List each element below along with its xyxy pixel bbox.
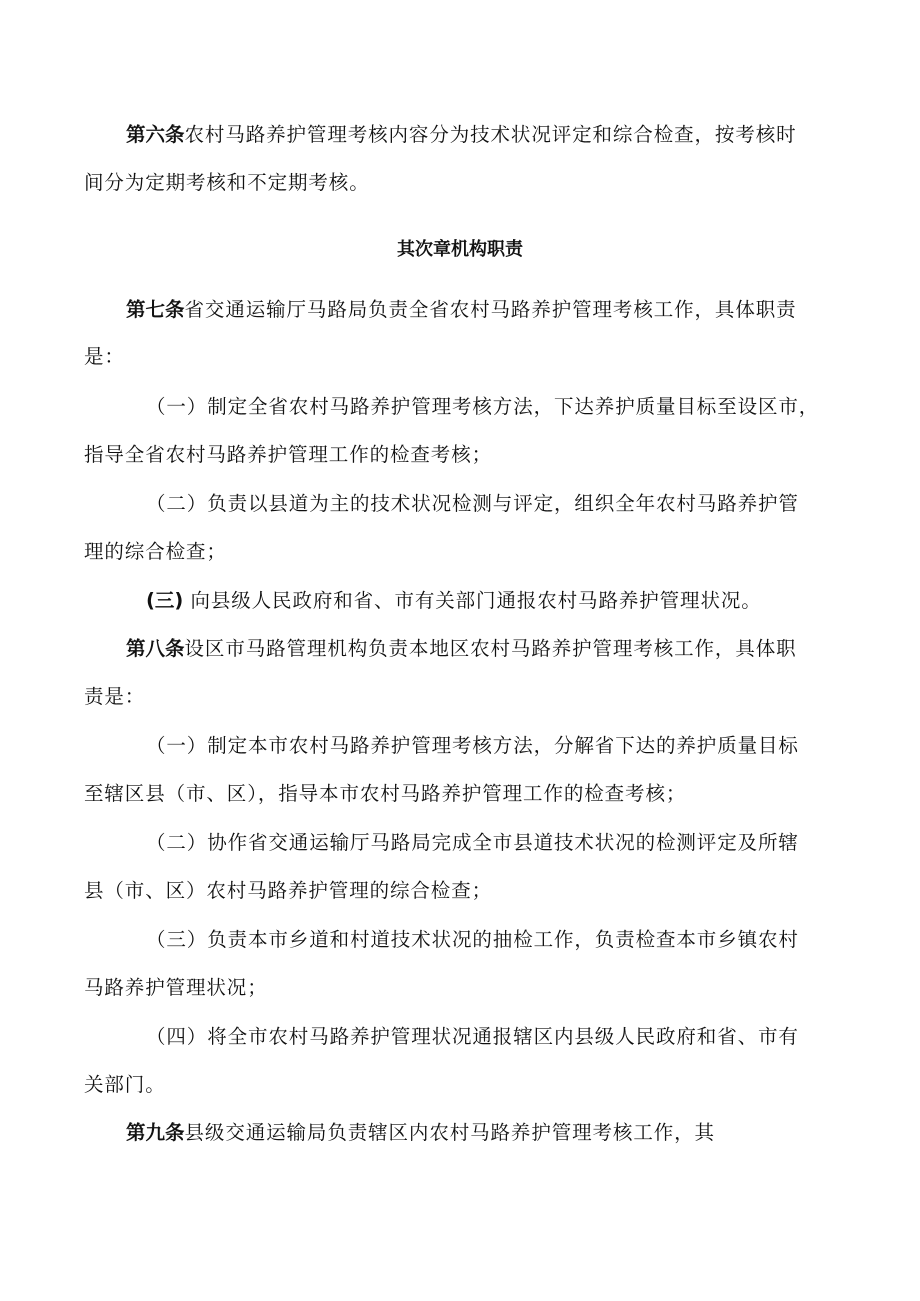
article-8-item-2-line-2: 县（市、区）农村马路养护管理的综合检查；: [84, 879, 493, 902]
article-6-line-2: 间分为定期考核和不定期考核。: [84, 171, 370, 194]
article-6-label: 第六条: [126, 123, 185, 146]
article-7-item-3-text: 向县级人民政府和省、市有关部门通报农村马路养护管理状况。: [190, 589, 762, 612]
article-7-item-1-line-1: （一）制定全省农村马路养护管理考核方法，下达养护质量目标至设区市，: [146, 395, 820, 418]
article-7-line-2: 是：: [84, 345, 125, 368]
article-8-item-4-line-1: （四）将全市农村马路养护管理状况通报辖区内县级人民政府和省、市有: [146, 1025, 799, 1048]
article-9-text-1: 县级交通运输局负责辖区内农村马路养护管理考核工作，其: [184, 1121, 715, 1144]
article-8-text-1: 设区市马路管理机构负责本地区农村马路养护管理考核工作，具体职: [184, 637, 797, 660]
article-7-text-1: 省交通运输厅马路局负责全省农村马路养护管理考核工作，具体职责: [184, 298, 797, 321]
article-9-label: 第九条: [126, 1121, 185, 1144]
article-8-item-3-line-2: 马路养护管理状况；: [84, 976, 268, 999]
article-7-item-2-line-2: 理的综合检查；: [84, 540, 227, 563]
article-8-label: 第八条: [126, 637, 185, 660]
article-7-item-3-enum: (三): [146, 589, 184, 612]
article-8-item-3-line-1: （三）负责本市乡道和村道技术状况的抽检工作，负责检查本市乡镇农村: [146, 928, 799, 951]
article-8-item-1-line-2: 至辖区县（市、区），指导本市农村马路养护管理工作的检查考核；: [84, 782, 687, 805]
article-8-item-1-line-1: （一）制定本市农村马路养护管理考核方法，分解省下达的养护质量目标: [146, 734, 799, 757]
article-7-item-3: [146, 588, 762, 614]
article-9-line-1: [126, 1120, 715, 1146]
article-6-line-1: [126, 122, 797, 148]
article-8-item-4-line-2: 关部门。: [84, 1073, 166, 1096]
article-6-text-1: 农村马路养护管理考核内容分为技术状况评定和综合检查，按考核时: [184, 123, 797, 146]
article-7-line-1: [126, 297, 797, 323]
article-7-item-2-line-1: （二）负责以县道为主的技术状况检测与评定，组织全年农村马路养护管: [146, 492, 799, 515]
article-8-line-1: [126, 636, 797, 662]
article-7-label: 第七条: [126, 298, 185, 321]
article-7-item-1-line-2: 指导全省农村马路养护管理工作的检查考核；: [84, 443, 493, 466]
article-8-item-2-line-1: （二）协作省交通运输厅马路局完成全市县道技术状况的检测评定及所辖: [146, 831, 799, 854]
chapter-2-title: 其次章机构职责: [397, 239, 523, 260]
article-8-line-2: 责是：: [84, 685, 146, 708]
